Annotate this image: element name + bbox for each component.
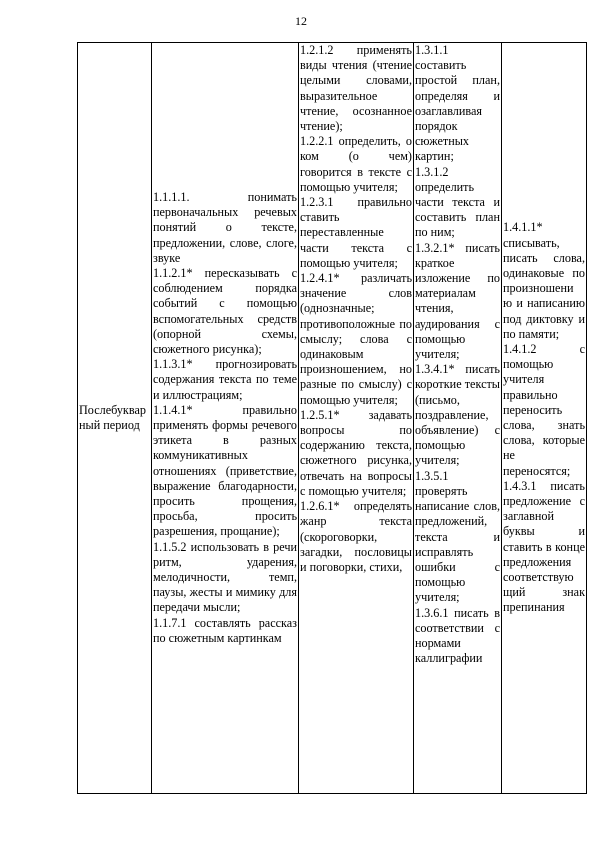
reading-objectives: 1.2.1.2 применять виды чтения (чтение целыми словами, выразительное чтение, осознанное чтение); 1.2.2.1 определить, о ком (о чем) говорится в тексте с помощью учителя; 1.2.3.1 правильно ставить переставленные части текста с помощью учителя; 1.2.4.1* различать значение слов (однозначные; противоположные по смыслу; слова с одинаковым произношением, но разные по смыслу) с помощью учителя; 1.2.5.1* задавать вопросы по содержанию текста, сюжетного рисунка, отвечать на вопросы с помощью учителя; 1.2.6.1* определять жанр текста (скороговорки, загадки, пословицы и поговорки, стихи, [300, 43, 412, 574]
language-norms-objectives: 1.4.1.1* списывать, писать слова, одинаковые по произношени ю и написанию под диктовку и по памяти; 1.4.1.2 с помощью учителя правильно переносить слова, знать слова, которые не переносятся; 1.4.3.1 писать предложение с заглавной буквы и ставить в конце предложения соответствую щий знак препинания [503, 220, 585, 615]
reading-objectives-cell [299, 43, 414, 794]
writing-objectives-cell [414, 43, 502, 794]
curriculum-table [77, 42, 587, 794]
table-row [78, 43, 587, 794]
period-label: Послебукварный период [79, 402, 146, 432]
listening-speaking-objectives-cell [152, 43, 299, 794]
writing-objectives: 1.3.1.1 составить простой план, определяя и озаглавливая порядок сюжетных картин; 1.3.1.2 определить части текста и составить план по ним; 1.3.2.1* писать краткое изложение по материалам чтения, аудирования с помощью учителя; 1.3.4.1* писать короткие тексты (письмо, поздравление, объявление) с помощью учителя; 1.3.5.1 проверять написание слов, предложений, текста и исправлять ошибки с помощью учителя; 1.3.6.1 писать в соответствии с нормами каллиграфии [415, 43, 500, 666]
period-cell [78, 43, 152, 794]
page-number: 12 [295, 14, 307, 28]
language-norms-objectives-cell [502, 43, 587, 794]
listening-speaking-objectives: 1.1.1.1. понимать первоначальных речевых понятий о тексте, предложении, слове, слоге, звуке 1.1.2.1* пересказывать с соблюдением порядка событий с помощью вспомогательных средств (опорной схемы, сюжетного рисунка); 1.1.3.1* прогнозировать содержания текста по теме и иллюстрациям; 1.1.4.1* правильно применять формы речевого этикета в разных коммуникативных отношениях (приветствие, выражение благодарности, просить прощения, просьба, просить разрешения, прощание); 1.1.5.2 использовать в речи ритм, ударения, мелодичности, темп, паузы, жесты и мимику для передачи мысли; 1.1.7.1 составлять рассказ по сюжетным картинкам [153, 189, 297, 645]
